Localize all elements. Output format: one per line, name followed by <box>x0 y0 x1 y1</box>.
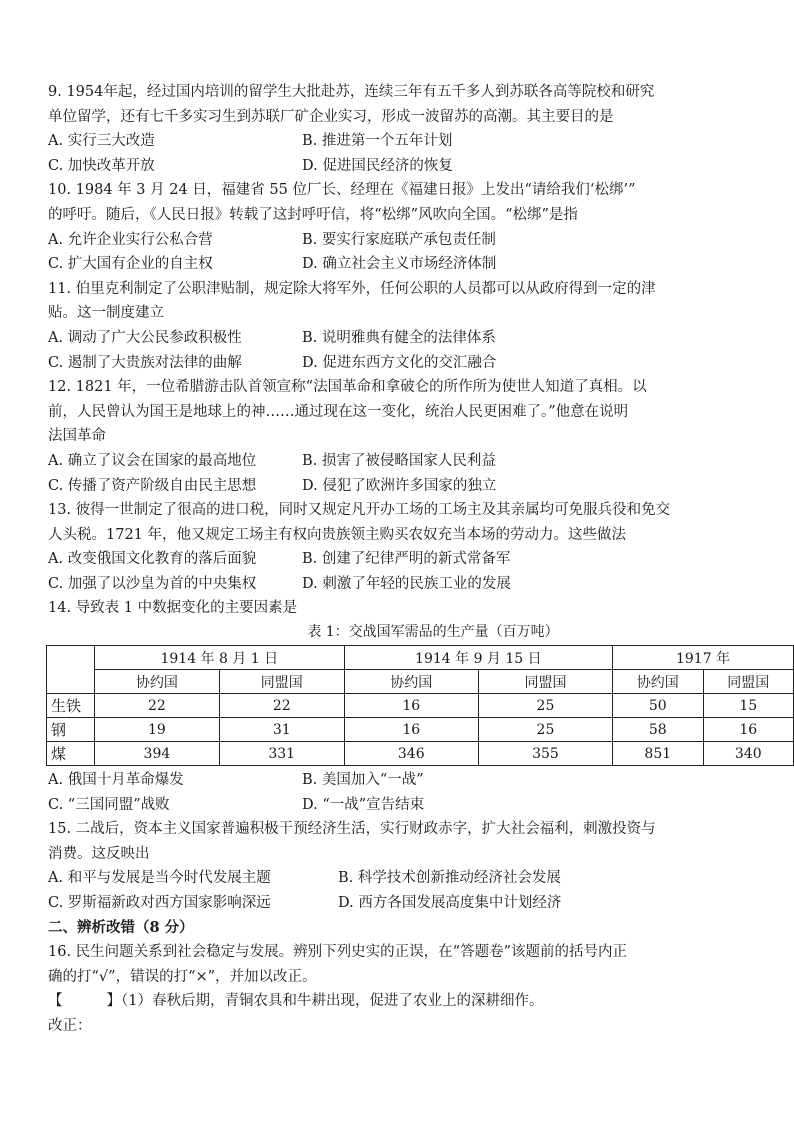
table-cell: 394 <box>95 742 220 766</box>
table-cell: 15 <box>703 694 794 718</box>
period-header: 1917 年 <box>613 646 794 670</box>
table-cell: 340 <box>703 742 794 766</box>
question-stem-line: 前，人民曾认为国王是地球上的神……通过现在这一变化，统治人民更困难了。”他意在说明 <box>48 403 629 420</box>
question-9 <box>48 80 758 178</box>
option-d: D. 刺激了年轻的民族工业的发展 <box>302 575 511 592</box>
row-label: 生铁 <box>47 694 95 718</box>
option-d: D. 确立社会主义市场经济体制 <box>302 256 497 273</box>
side-header: 协约国 <box>344 670 478 694</box>
table-row <box>47 718 794 742</box>
question-stem-line: 单位留学，还有七千多实习生到苏联厂矿企业实习，形成一波留苏的高潮。其主要目的是 <box>48 108 614 125</box>
option-c: C. 扩大国有企业的自主权 <box>48 256 213 273</box>
item-text: （1）春秋后期，青铜农具和牛耕出现，促进了农业上的深耕细作。 <box>121 993 544 1010</box>
question-stem-line: 的呼吁。随后，《人民日报》转载了这封呼吁信，将“松绑”风吹向全国。“松绑”是指 <box>48 206 578 223</box>
bracket-open: 【 <box>48 993 63 1010</box>
option-c: C. 遏制了大贵族对法律的曲解 <box>48 354 242 371</box>
table-cell: 851 <box>613 742 703 766</box>
table-cell: 346 <box>344 742 478 766</box>
table-cell: 16 <box>703 718 794 742</box>
table-cell: 22 <box>219 694 344 718</box>
table-cell: 355 <box>478 742 612 766</box>
option-d: D. 侵犯了欧洲许多国家的独立 <box>302 477 497 494</box>
question-stem-line: 15. 二战后，资本主义国家普遍积极干预经济生活，实行财政赤字，扩大社会福利，刺激投资与 <box>48 821 656 838</box>
table-cell: 331 <box>219 742 344 766</box>
option-b: B. 美国加入“一战” <box>302 772 424 789</box>
table-cell: 19 <box>95 718 220 742</box>
question-stem-line: 消费。这反映出 <box>48 845 150 862</box>
option-d: D. “一战”宣告结束 <box>302 796 425 813</box>
question-15 <box>48 817 758 915</box>
question-stem-line: 人头税。1721 年，他又规定工场主有权向贵族领主购买农奴充当本场的劳动力。这些做法 <box>48 526 627 543</box>
option-a: A. 和平与发展是当今时代发展主题 <box>48 870 271 887</box>
table-cell: 50 <box>613 694 703 718</box>
option-b: B. 损害了被侵略国家人民利益 <box>302 452 496 469</box>
question-stem-line: 9. 1954年起，经过国内培训的留学生大批赴苏，连续三年有五千多人到苏联各高等院校和研究 <box>48 84 655 100</box>
table-row <box>47 742 794 766</box>
option-b: B. 说明雅典有健全的法律体系 <box>302 329 496 346</box>
table-cell: 22 <box>95 694 220 718</box>
question-stem-line: 确的打“√”，错误的打“×”，并加以改正。 <box>48 968 317 985</box>
side-header: 同盟国 <box>703 670 794 694</box>
option-c: C. 加强了以沙皇为首的中央集权 <box>48 575 257 592</box>
row-label: 煤 <box>47 742 95 766</box>
bracket-close: 】 <box>106 993 121 1010</box>
table-corner-cell <box>47 646 95 694</box>
table-cell: 16 <box>344 718 478 742</box>
question-stem-line: 13. 彼得一世制定了很高的进口税，同时又规定凡开办工场的工场主及其亲属均可免服兵役和免交 <box>48 502 671 519</box>
option-a: A. 实行三大改造 <box>48 133 155 150</box>
option-c: C. 罗斯福新政对西方国家影响深远 <box>48 895 271 912</box>
option-b: B. 创建了纪律严明的新式常备军 <box>302 551 511 568</box>
section-2 <box>48 916 758 1039</box>
side-header: 协约国 <box>95 670 220 694</box>
table-subheader-row <box>47 670 794 694</box>
option-a: A. 确立了议会在国家的最高地位 <box>48 452 257 469</box>
question-14 <box>48 596 770 817</box>
question-stem-line: 16. 民生问题关系到社会稳定与发展。辨别下列史实的正误，在“答题卷”该题前的括号内正 <box>48 944 627 961</box>
option-d: D. 促进国民经济的恢复 <box>302 157 453 174</box>
option-d: D. 西方各国发展高度集中计划经济 <box>338 895 562 912</box>
table-cell: 25 <box>478 694 612 718</box>
option-a: A. 调动了广大公民参政积极性 <box>48 329 242 346</box>
question-12 <box>48 375 758 498</box>
section-heading: 二、辨析改错（8 分） <box>48 918 194 936</box>
correction-label: 改正： <box>48 1018 92 1034</box>
table-row <box>47 694 794 718</box>
option-a: A. 允许企业实行公私合营 <box>48 231 213 248</box>
question-10 <box>48 178 758 276</box>
table-header-row <box>47 646 794 670</box>
option-c: C. 加快改革开放 <box>48 157 155 174</box>
option-b: B. 推进第一个五年计划 <box>302 133 453 150</box>
period-header: 1914 年 9 月 15 日 <box>344 646 612 670</box>
table-cell: 31 <box>219 718 344 742</box>
question-13 <box>48 498 758 596</box>
question-stem-line: 10. 1984 年 3 月 24 日，福建省 55 位厂长、经理在《福建日报》上发出“请给我们‘松绑’” <box>48 182 636 199</box>
option-d: D. 促进东西方文化的交汇融合 <box>302 354 497 371</box>
option-b: B. 要实行家庭联产承包责任制 <box>302 231 496 248</box>
question-stem-line: 法国革命 <box>48 428 106 445</box>
question-11 <box>48 277 758 375</box>
side-header: 同盟国 <box>478 670 612 694</box>
option-c: C. 传播了资产阶级自由民主思想 <box>48 477 257 494</box>
period-header: 1914 年 8 月 1 日 <box>95 646 345 670</box>
option-c: C. “三国同盟”战败 <box>48 796 170 813</box>
munitions-table <box>46 645 794 766</box>
question-stem-line: 11. 伯里克利制定了公职津贴制，规定除大将军外，任何公职的人员都可以从政府得到一定的津 <box>48 280 656 297</box>
table-caption: 表 1：交战国军需品的生产量（百万吨） <box>307 624 559 641</box>
table-cell: 58 <box>613 718 703 742</box>
row-label: 钢 <box>47 718 95 742</box>
side-header: 协约国 <box>613 670 703 694</box>
option-a: A. 俄国十月革命爆发 <box>48 772 184 789</box>
table-cell: 16 <box>344 694 478 718</box>
question-stem-line: 14. 导致表 1 中数据变化的主要因素是 <box>48 600 298 617</box>
answer-item-1 <box>48 989 758 1014</box>
question-stem-line: 贴。这一制度建立 <box>48 305 164 322</box>
side-header: 同盟国 <box>219 670 344 694</box>
question-stem-line: 12. 1821 年，一位希腊游击队首领宣称“法国革命和拿破仑的所作所为使世人知道了真相。以 <box>48 379 647 396</box>
table-cell: 25 <box>478 718 612 742</box>
option-b: B. 科学技术创新推动经济社会发展 <box>338 870 561 887</box>
option-a: A. 改变俄国文化教育的落后面貌 <box>48 551 257 568</box>
